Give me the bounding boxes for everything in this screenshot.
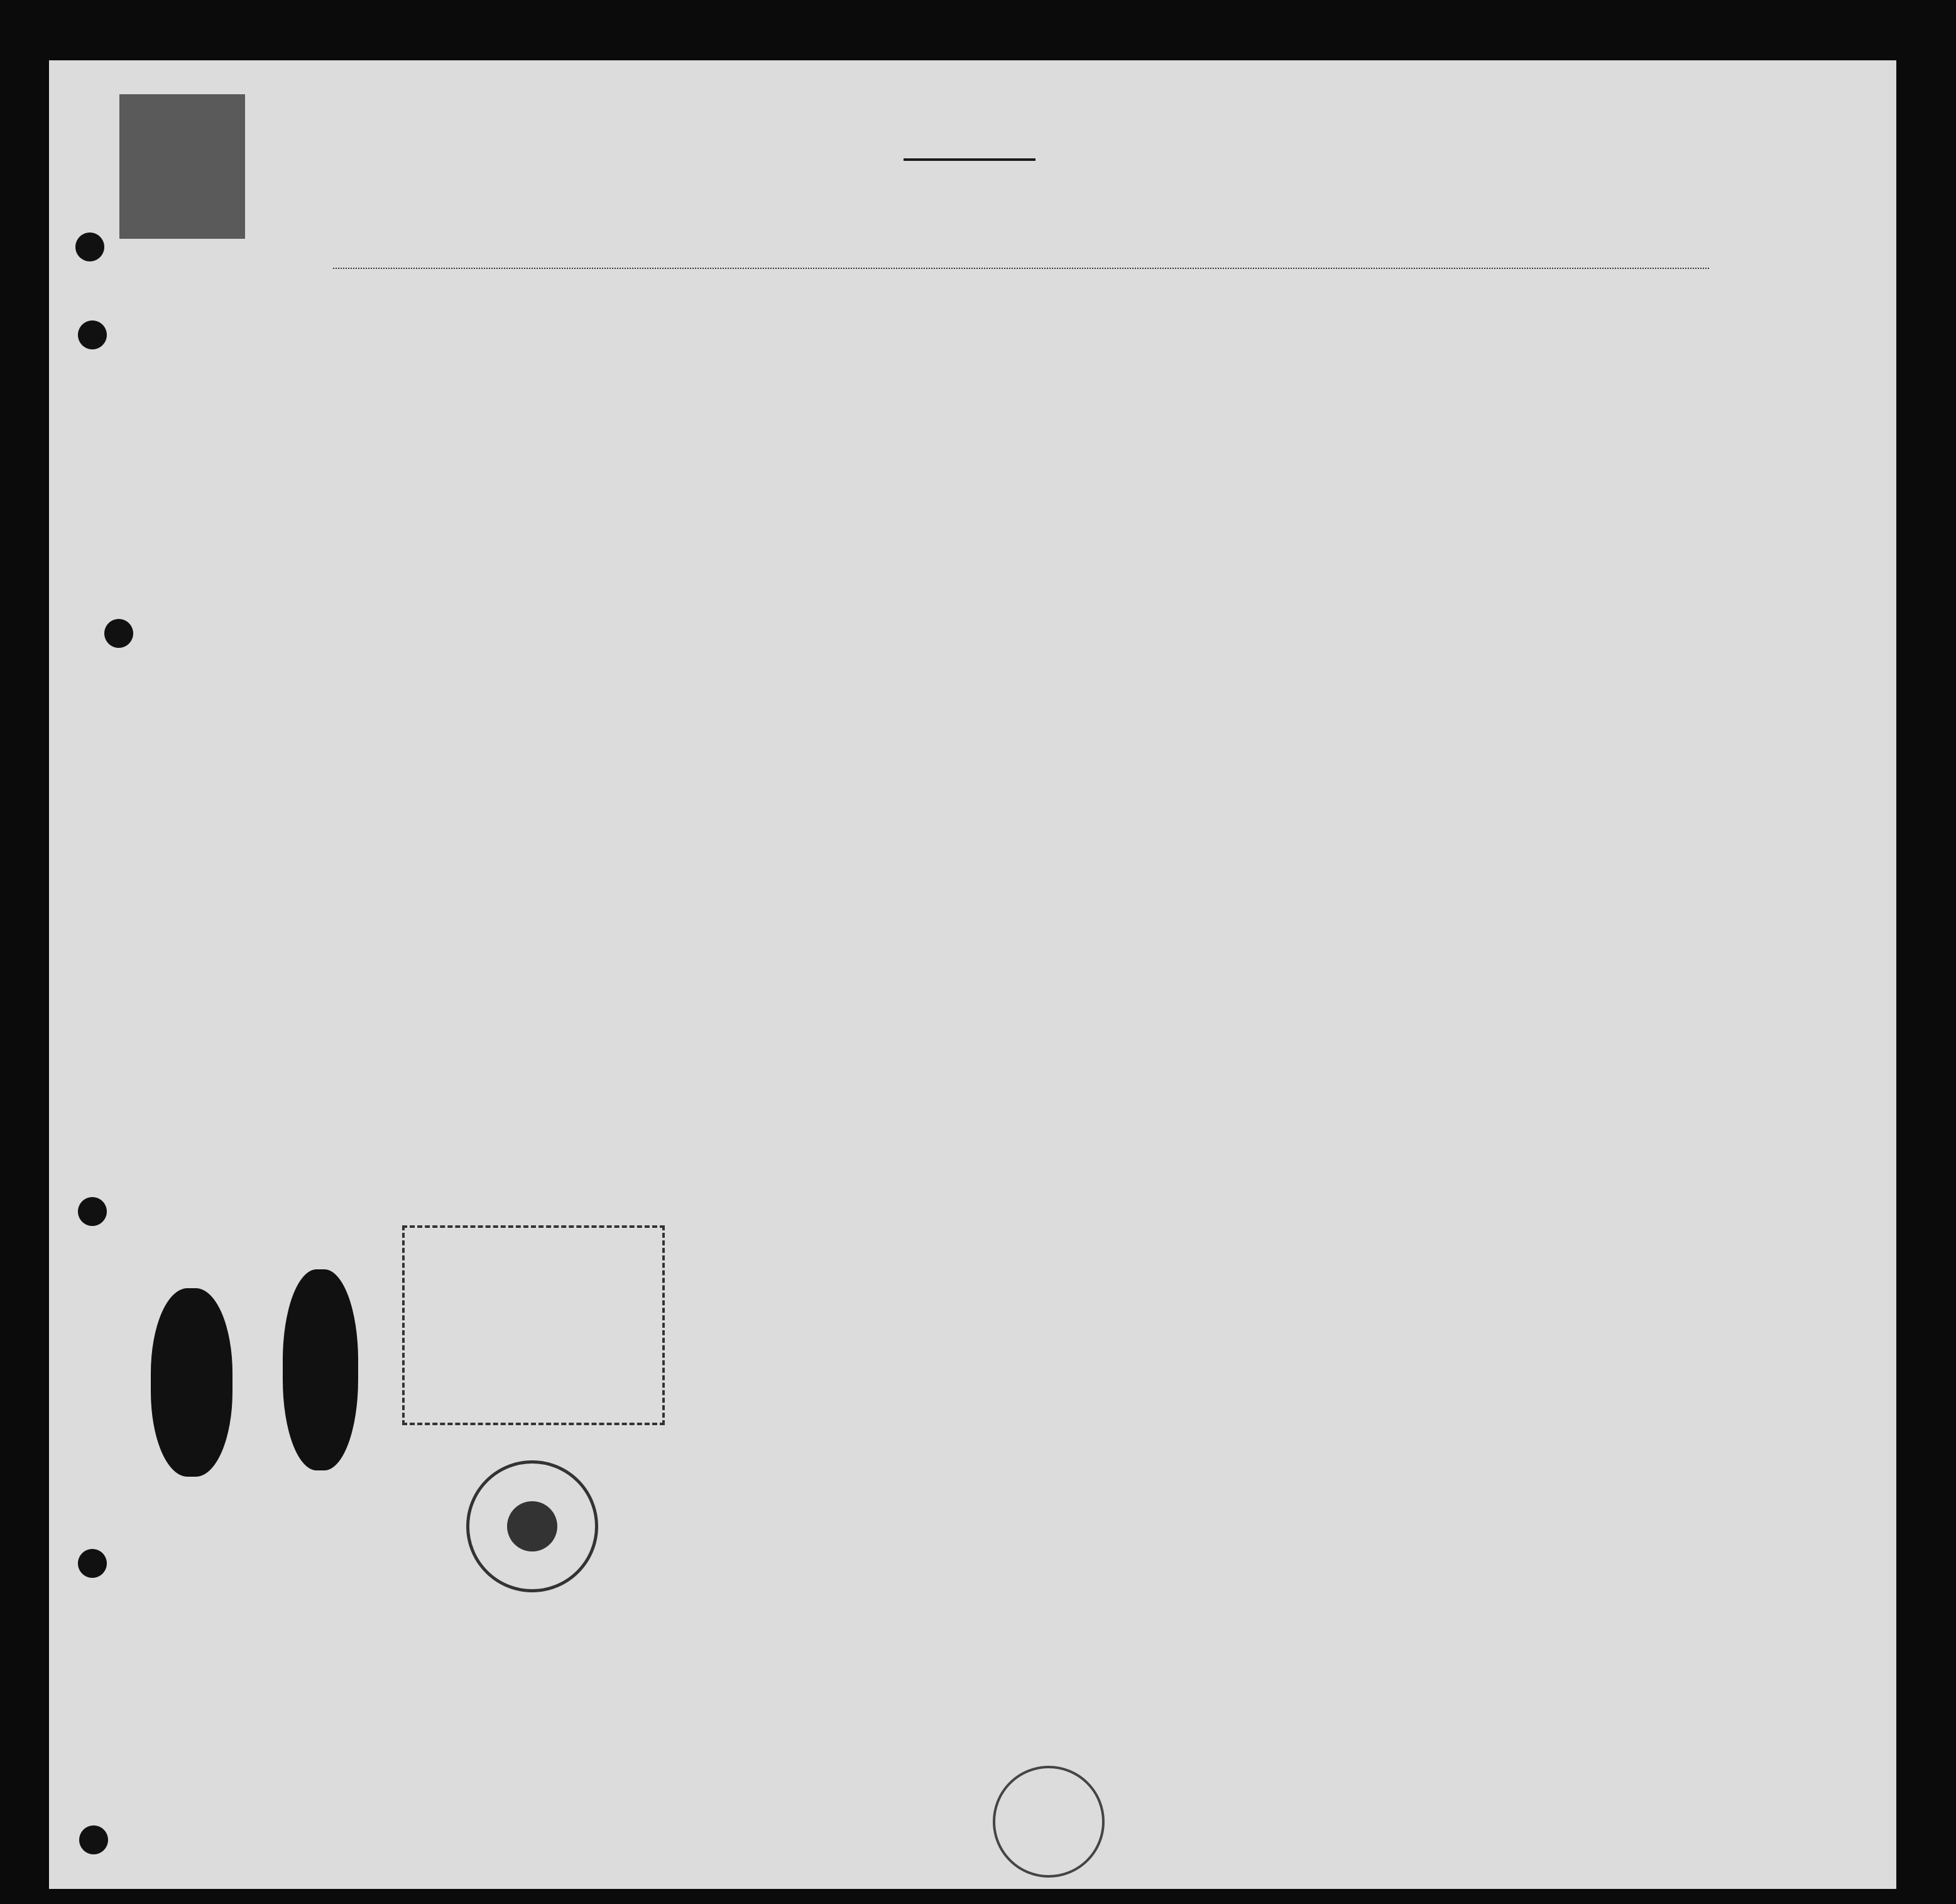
eagle-icon — [507, 1501, 557, 1551]
consulate-stamp — [402, 1225, 665, 1425]
consul-round-seal — [993, 1766, 1105, 1878]
seal-mark — [151, 1288, 232, 1477]
consulate-seal — [466, 1460, 598, 1592]
seal-mark — [283, 1269, 358, 1470]
